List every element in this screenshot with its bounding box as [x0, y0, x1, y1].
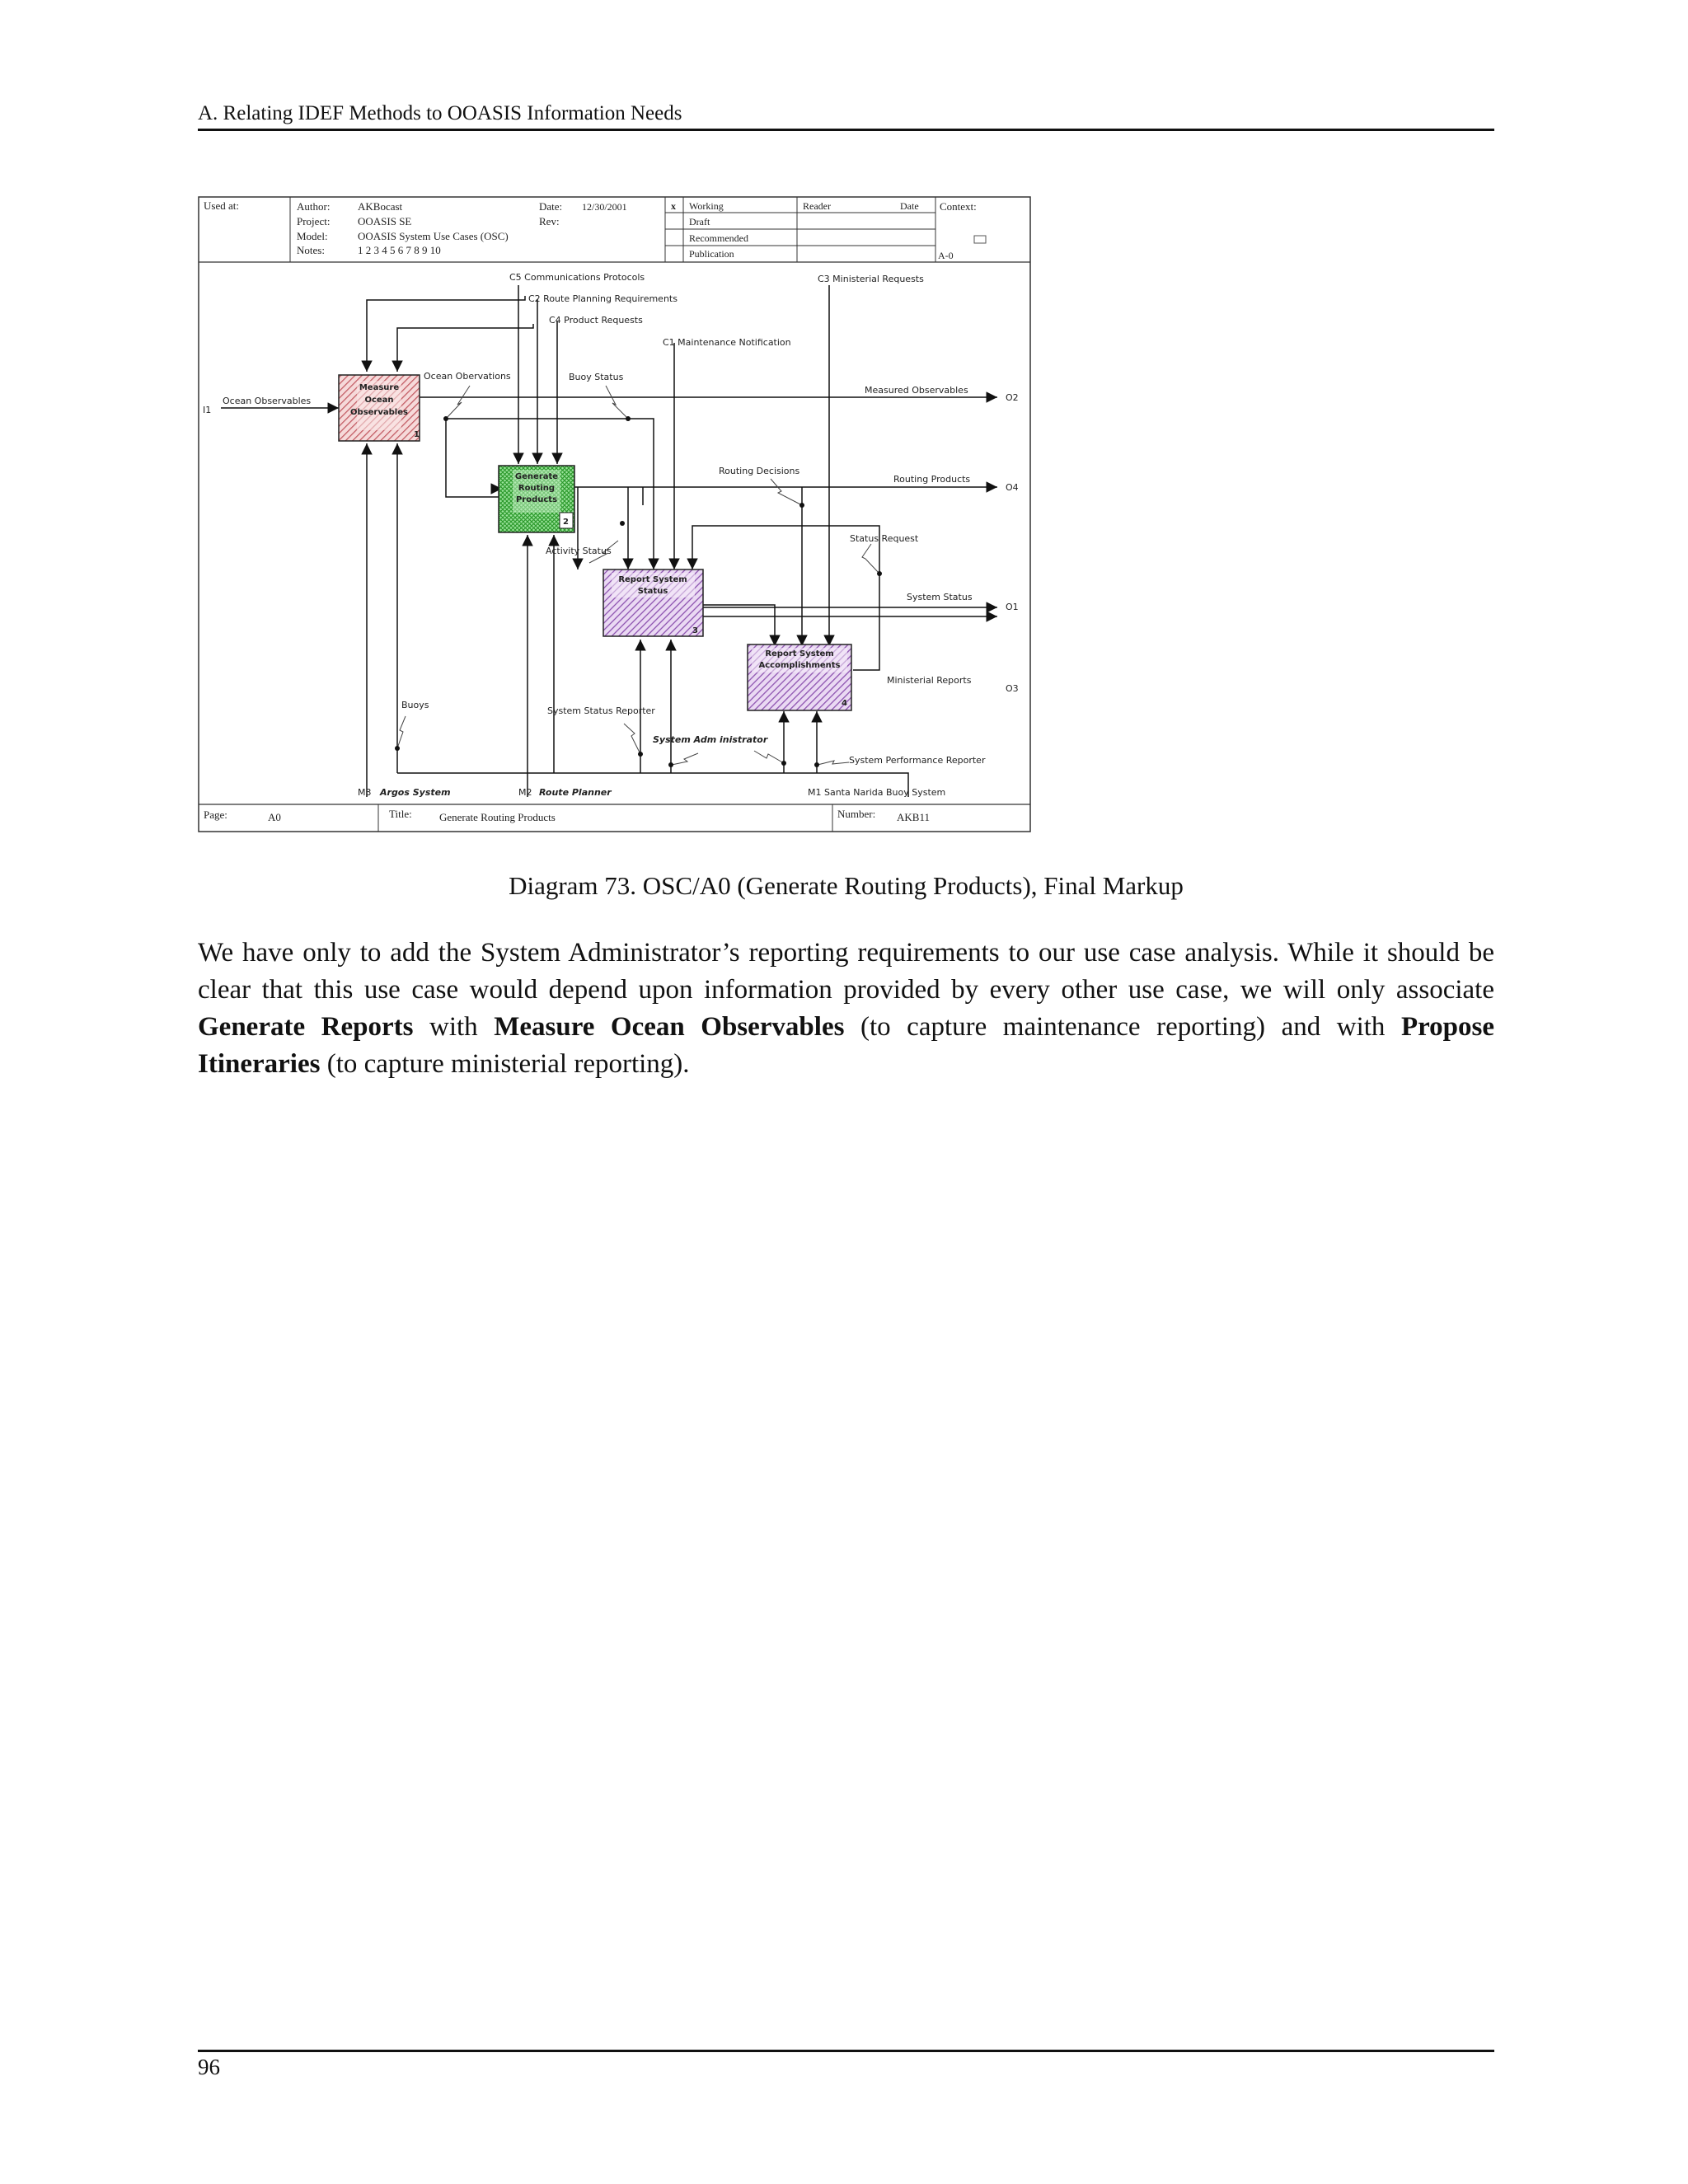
label-c3: C3 Ministerial Requests [818, 274, 924, 284]
status-mark: x [671, 200, 676, 212]
activity-box-3 [603, 569, 703, 636]
author-label: Author: [297, 200, 331, 213]
label-c1: C1 Maintenance Notification [663, 337, 791, 348]
box-4-line-2: Accomplishments [758, 661, 841, 670]
running-header [198, 97, 1494, 131]
date-value: 12/30/2001 [582, 201, 627, 213]
activity-box-4 [748, 644, 851, 710]
label-i1-code: I1 [203, 405, 212, 415]
box-2-line-3: Products [515, 495, 558, 504]
emphasis-generate-reports: Generate Reports [198, 1012, 414, 1042]
arrow-labels [203, 272, 1019, 798]
label-m2-code: M2 [518, 787, 532, 798]
label-routing-products: Routing Products [893, 474, 971, 485]
footer-rule [198, 2050, 1494, 2052]
notes-label: Notes: [297, 244, 325, 256]
label-o1: O1 [1006, 602, 1019, 612]
label-c2: C2 Route Planning Requirements [528, 293, 678, 304]
frame-border [199, 197, 1030, 832]
label-o3: O3 [1006, 683, 1019, 694]
label-ocean-observations: Ocean Obervations [424, 371, 511, 382]
rev-label: Rev: [539, 215, 560, 227]
label-ministerial-reports: Ministerial Reports [887, 675, 972, 686]
body-paragraph [198, 935, 1494, 1083]
number-value: AKB11 [897, 811, 930, 823]
model-label: Model: [297, 230, 328, 242]
date-label: Date: [539, 200, 563, 213]
diagram-canvas [198, 196, 1032, 833]
idef0-diagram [198, 196, 1032, 833]
paragraph-text-2: with [413, 1012, 495, 1042]
status-recommended: Recommended [689, 232, 748, 244]
context-label: Context: [940, 200, 977, 213]
author-value: AKBocast [358, 200, 403, 213]
page-label: Page: [204, 808, 227, 821]
project-value: OOASIS SE [358, 215, 412, 227]
label-measured-observables: Measured Observables [865, 385, 968, 396]
status-draft: Draft [689, 216, 710, 227]
label-m3: Argos System [380, 787, 451, 798]
activity-box-2 [499, 466, 574, 532]
title-label: Title: [389, 808, 412, 820]
status-working: Working [689, 200, 724, 212]
box-2-line-2: Routing [518, 484, 556, 493]
label-status-request: Status Request [850, 533, 919, 544]
label-system-status: System Status [907, 592, 973, 602]
paragraph-text-1: We have only to add the System Administrator’s reporting requirements to our use case analysis. While it should be clear that this use case would depend upon information provided by every other use case, we will only associate [198, 938, 1494, 1005]
reader-date-label: Date [900, 200, 919, 212]
label-c4: C4 Product Requests [549, 315, 643, 326]
emphasis-measure-ocean-observables: Measure Ocean Observables [494, 1012, 845, 1042]
notes-value: 1 2 3 4 5 6 7 8 9 10 [358, 244, 441, 256]
box-3-number: 3 [692, 626, 698, 635]
label-o4: O4 [1006, 482, 1019, 493]
box-2-number: 2 [563, 518, 569, 527]
emphasis-propose-itineraries: Propose Itineraries [198, 1012, 1495, 1079]
label-i1: Ocean Observables [223, 396, 312, 406]
box-1-line-2: Ocean [364, 396, 394, 405]
label-buoys: Buoys [401, 700, 429, 710]
label-o2: O2 [1006, 392, 1019, 403]
box-2-line-1: Generate [514, 472, 559, 481]
page-number: 96 [198, 2055, 220, 2079]
model-value: OOASIS System Use Cases (OSC) [358, 230, 509, 242]
used-at-label: Used at: [204, 199, 239, 212]
label-buoy-status: Buoy Status [569, 372, 624, 382]
title-value: Generate Routing Products [439, 811, 556, 823]
label-routing-decisions: Routing Decisions [719, 466, 800, 476]
project-label: Project: [297, 215, 331, 227]
box-4-number: 4 [842, 699, 847, 708]
paragraph-text-4: (to capture ministerial reporting). [320, 1049, 690, 1079]
box-4-line-1: Report System [765, 649, 834, 658]
label-system-performance-reporter: System Performance Reporter [849, 755, 986, 766]
label-activity-status: Activity Status [546, 546, 612, 556]
figure-caption: Diagram 73. OSC/A0 (Generate Routing Products), Final Markup [509, 871, 1184, 900]
box-3-line-2: Status [637, 587, 668, 596]
box-1-line-1: Measure [359, 383, 400, 392]
box-1-line-3: Observables [350, 408, 408, 417]
page-value: A0 [268, 811, 281, 823]
label-m2: Route Planner [539, 787, 612, 798]
box-3-line-1: Report System [618, 575, 687, 584]
paragraph-text-3: (to capture maintenance reporting) and with [844, 1012, 1401, 1042]
label-system-administrator: System Adm inistrator [653, 734, 768, 745]
running-title: A. Relating IDEF Methods to OOASIS Information Needs [198, 102, 682, 124]
label-m3-code: M3 [358, 787, 372, 798]
label-m1: M1 Santa Narida Buoy System [808, 787, 946, 798]
number-label: Number: [837, 808, 876, 820]
label-system-status-reporter: System Status Reporter [547, 705, 655, 716]
box-1-number: 1 [414, 430, 420, 439]
reader-label: Reader [803, 200, 831, 212]
context-node: A-0 [938, 250, 954, 261]
label-c5: C5 Communications Protocols [509, 272, 645, 283]
status-publication: Publication [689, 248, 734, 260]
activity-box-1 [339, 375, 420, 441]
